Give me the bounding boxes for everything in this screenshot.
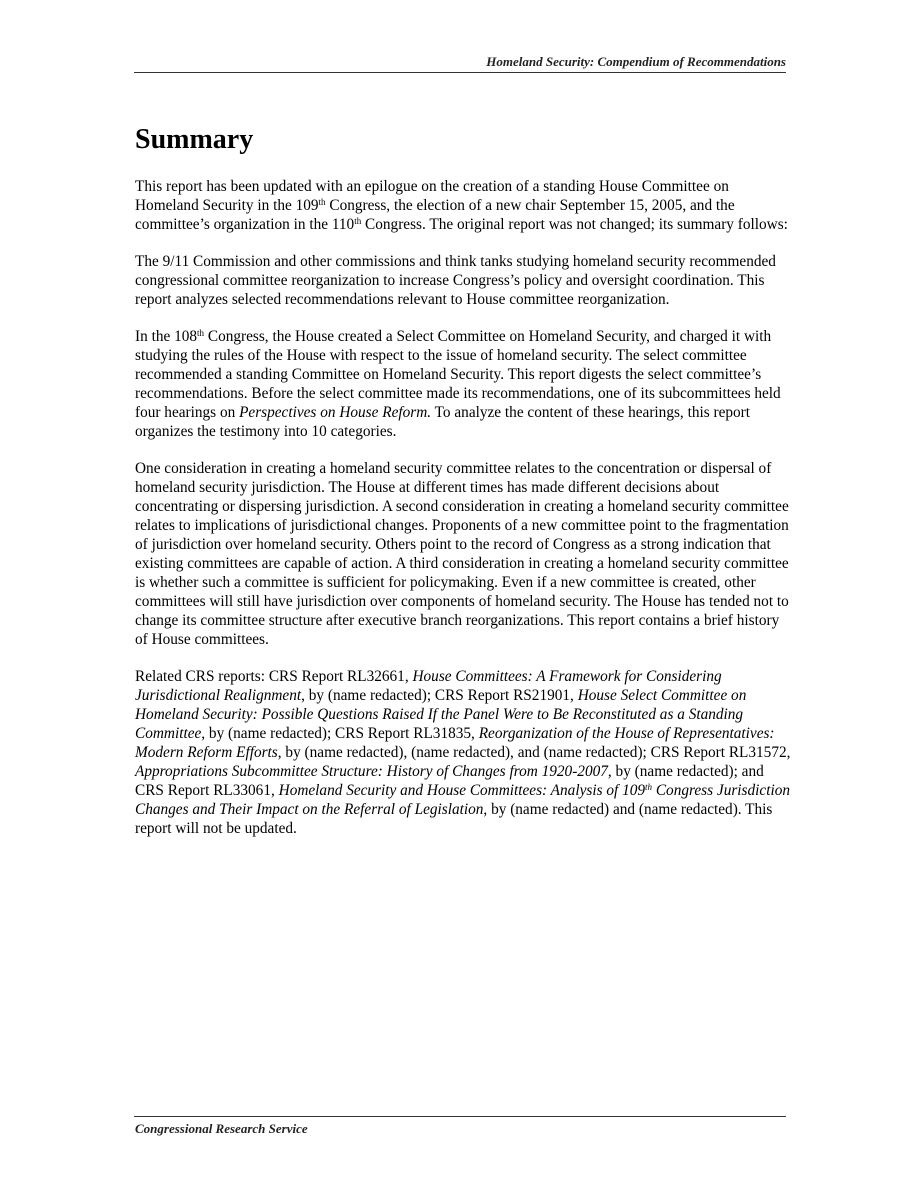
report-title: House Committees: A Framework for Considering Jurisdictional Realignment: [135, 668, 722, 704]
paragraph-considerations: One consideration in creating a homeland security committee relates to the concentration or dispersal of homeland security jurisdiction. The House at different times has made different decisions about concentrating or dispersing jurisdiction. A second consideration in creating a homeland security committee relates to implications of jurisdictional changes. Proponents of a new committee point to the fragmentation of jurisdiction over homeland security. Others point to the record of Congress as a strong indication that existing committees are capable of action. A third consideration in creating a homeland security committee is whether such a committee is sufficient for policymaking. Even if a new committee is created, other committees will still have jurisdiction over components of homeland security. The House has tended not to change its committee structure after executive branch reorganizations. This report contains a brief history of House committees.: [135, 460, 789, 648]
paragraph-related-reports: [135, 667, 791, 838]
report-title: House Select Committee on Homeland Security: Possible Questions Raised If the Panel Were to Be Reconstituted as a Standing Committee: [135, 687, 747, 742]
text-run: , by (name redacted) and (name redacted). This report will not be updated.: [135, 801, 773, 837]
hearing-title: Perspectives on House Reform.: [239, 404, 432, 421]
paragraph-update-note: [135, 177, 791, 234]
text-run: Congress, the election of a new chair September 15, 2005, and the committee’s organization in the 110: [135, 197, 735, 233]
superscript: th: [197, 328, 205, 338]
report-title: Appropriations Subcommittee Structure: History of Changes from 1920-2007: [135, 763, 608, 780]
report-title: Homeland Security and House Committees: Analysis of 109: [278, 782, 646, 799]
paragraph-commissions: The 9/11 Commission and other commissions and think tanks studying homeland security recommended congressional committee reorganization to increase Congress’s policy and oversight coordination. This report analyzes selected recommendations relevant to House committee reorganization.: [135, 253, 776, 308]
text-run: Congress. The original report was not changed; its summary follows:: [361, 216, 788, 233]
header-rule: [134, 72, 786, 73]
report-title: Reorganization of the House of Representatives: Modern Reform Efforts: [135, 725, 775, 761]
running-footer: Congressional Research Service: [135, 1121, 308, 1136]
superscript: th: [645, 782, 653, 792]
superscript: th: [318, 197, 326, 207]
text-run: In the 108: [135, 328, 198, 345]
footer-rule: [134, 1116, 786, 1117]
page-title: Summary: [135, 124, 254, 155]
text-run: This report has been updated with an epilogue on the creation of a standing House Committee on Homeland Security in the 109: [135, 178, 729, 214]
text-run: , by (name redacted), (name redacted), and (name redacted); CRS Report RL31572,: [277, 744, 791, 761]
summary-body: [135, 177, 791, 856]
text-run: Congress, the House created a Select Committee on Homeland Security, and charged it with studying the rules of the House with respect to the issue of homeland security. The select committee recommended a standing Committee on Homeland Security. This report digests the select committee’s recommendations. Before the select committee made its recommendations, one of its subcommittees held four hearings on: [135, 328, 781, 421]
text-run: Related CRS reports: CRS Report RL32661,: [135, 668, 413, 685]
paragraph-select-committee: [135, 327, 791, 441]
text-run: , by (name redacted); CRS Report RS21901,: [301, 687, 578, 704]
report-title: Congress Jurisdiction Changes and Their Impact on the Referral of Legislation: [135, 782, 790, 818]
running-header: Homeland Security: Compendium of Recommendations: [486, 54, 786, 69]
text-run: To analyze the content of these hearings, this report organizes the testimony into 10 categories.: [135, 404, 751, 440]
superscript: th: [354, 216, 362, 226]
text-run: , by (name redacted); and CRS Report RL33061,: [135, 763, 764, 799]
text-run: , by (name redacted); CRS Report RL31835,: [201, 725, 479, 742]
